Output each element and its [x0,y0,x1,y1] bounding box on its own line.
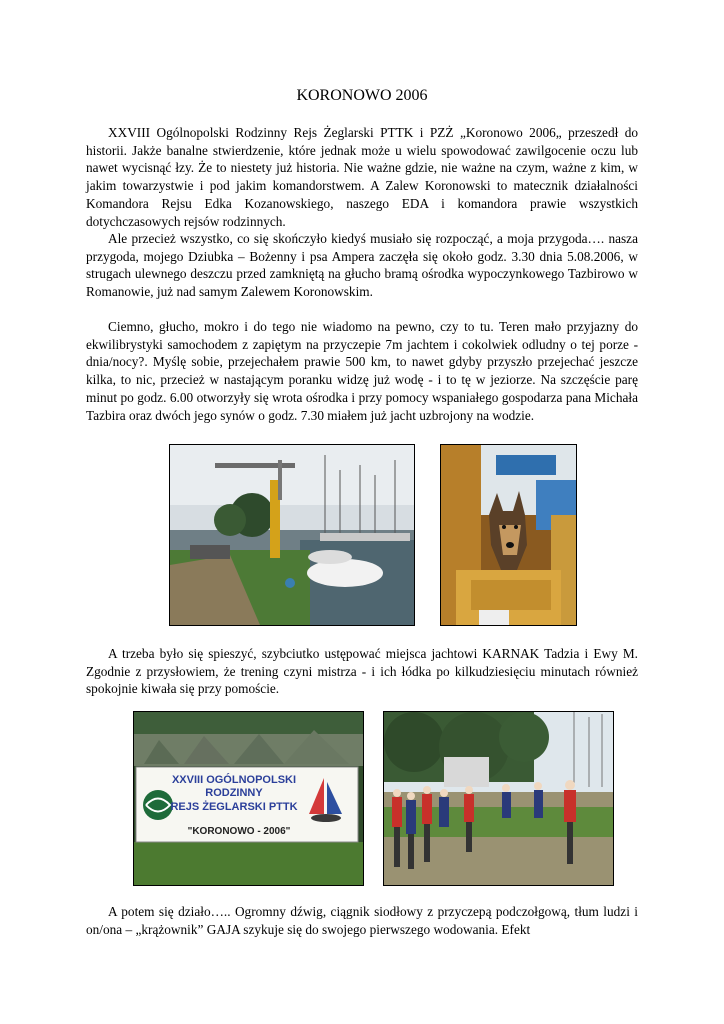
photo-participants-crowd [383,711,614,886]
photo-marina-crane [169,444,415,626]
paragraph-5: A potem się działo….. Ogromny dźwig, ciągnik siodłowy z przyczepą podczołgową, tłum ludzi i on/ona – „krążownik” GAJA szykuje się do swojego pierwszego wodowania. Efekt [86,904,638,937]
banner-line-3: REJS ŻEGLARSKI PTTK [170,801,298,813]
paragraph-1: XXVIII Ogólnopolski Rodzinny Rejs Żeglarski PTTK i PZŻ „Koronowo 2006„ przeszedł do historii. Jakże banalne stwierdzenie, które jednak może u wielu spowodować zawilgocenie oczu lub nawet wycisnąć łzy. Że to niestety już historia. Nie ważne gdzie, nie ważne na czym, ważne z kim, w jakim towarzystwie i pod jakim komandorstwem. A Zalew Koronowski to matecznik działalności Komandora Rejsu Edka Kozanowskiego, naszego EDA i komandora prawie wszystkich dotychczasowych rejsów rodzinnych. [86,125,638,229]
paragraph-3: Ciemno, głucho, mokro i do tego nie wiadomo na pewno, czy to tu. Teren mało przyjazny do ekwilibrystyki samochodem z zapiętym na przyczepie 7m jachtem i cokolwiek odludny o tej porze - dnia/nocy?. Myślę sobie, przejechałem prawie 500 km, to nawet gdyby przyszło przejechać jeszcze kilka, to nic, przecież w nastającym poranku widzę już wodę - i to tę w jeziorze. Na szczęście parę minut po godz. 6.00 otworzyły się wrota ośrodka i przy pomocy wspaniałego gospodarza pana Michała Tazbira oraz dwóch jego synów o godz. 7.30 miałem już jacht uzbrojony na wodzie. [86,319,638,423]
photo-dog-on-yacht [440,444,577,626]
banner-line-2: RODZINNY [205,787,263,799]
paragraph-4: A trzeba było się spieszyć, szybciutko ustępować miejsca jachtowi KARNAK Tadzia i Ewy M. Zgodnie z przysłowiem, że trening czyni mistrza - i ich łódka po kilkudziesięciu minutach również spokojnie kiwała się przy pomoście. [86,646,638,697]
page-title: KORONOWO 2006 [296,87,428,104]
banner-line-4: "KORONOWO - 2006" [187,826,291,837]
paragraph-2: Ale przecież wszystko, co się skończyło kiedyś musiało się rozpocząć, a moja przygoda…. nasza przygoda, mojego Dziubka – Bożenny i psa Ampera zaczęła się około godz. 3.30 dnia 5.08.2006, w strugach ulewnego deszczu przed zamkniętą na głucho bramą ośrodka wypoczynkowego Tazbirowo w Romanowie, już nad samym Zalewem Koronowskim. [86,231,638,300]
banner-line-1: XXVIII OGÓLNOPOLSKI [171,774,297,786]
photo-event-banner [133,711,364,886]
